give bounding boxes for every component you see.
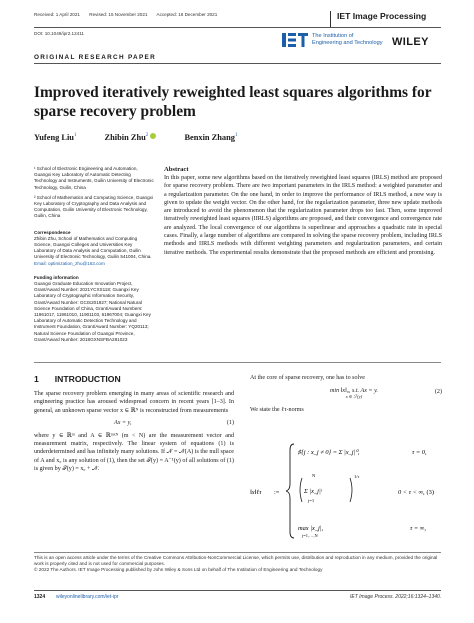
right-paren-icon bbox=[350, 478, 352, 502]
equation-2-sub: x ∈ ℱ(y) bbox=[345, 394, 363, 400]
type-rule bbox=[34, 63, 441, 64]
correspondence-body: Zhibin Zhu, School of Mathematics and Computing Science, Guangxi Colleges and Universities Key Laboratory of Data Analysis and Computation, Guilin University of Electronic Technology, Guilin 541004, China. bbox=[34, 235, 152, 260]
funding-body: Guangxi Graduate Education Innovation Project, Grant/Award Number: 2021YCXS118; Guangxi Key Laboratory of Cryptographic Information Security, Grant/Award Number: GCIS201927; National Natural Science Foundation of China, Grant/Award Numbers: 11961017, 11961010, 11901103, 61967004; Guangxi Key Laboratory of Automatic Detection Technology and Instrument Foundation, Grant/Award Number: YQ20113; Natural Science Foundation of Guangxi Province, Grant/Award Number: 2018GXNSFBA281023 bbox=[34, 281, 151, 342]
abstract-text: In this paper, some new algorithms based on the iteratively reweighted least squares (IRLS) method are proposed for sparse recovery problem. There are two important parameters in the IRLS method: a weighted parameter and a regularization parameter. On the one hand, in order to improve the performance of IRLS method, a new way is given to update the weight vector. On the other hand, for the regularization parameter, three new update methods are introduced to avoid the phenomenon that the regularization parameter drops too fast. Then, some improved iteratively reweighted least squares (IIRLS) algorithms are proposed, and their convergence and convergence rate are analyzed. The local convergence of our algorithms is superlinear and approaches a quadratic rate in special cases. Finally, a large number of algorithms are compared in solving the sparse recovery problem, including IRLS methods and IIRLS methods with different weighting parameters and regularization parameters, and certain iterative methods. The experimental results demonstrate that the proposed methods are efficient and promising. bbox=[164, 175, 442, 256]
section-title: INTRODUCTION bbox=[54, 374, 121, 384]
abstract bbox=[164, 166, 442, 257]
author-1[interactable]: Yufeng Liu$^1$ bbox=[34, 133, 77, 142]
front-matter-sidebar bbox=[34, 166, 154, 343]
author-2[interactable]: Zhibin Zhu$^2$ bbox=[105, 133, 157, 142]
case2-inner: Σ |x_j|ᵗ bbox=[304, 488, 322, 495]
section-heading-introduction bbox=[34, 374, 121, 384]
received-date: Received: 1 April 2021 bbox=[34, 12, 80, 17]
equation-2-number[interactable]: (2) bbox=[434, 389, 442, 396]
equation-2-body: min ‖x‖₀, s.t. Ax = y. bbox=[330, 388, 378, 395]
case3: max |x_j|, bbox=[298, 525, 324, 532]
header-divider bbox=[330, 11, 331, 27]
correspondence-heading: Correspondence bbox=[34, 229, 71, 235]
intro-paragraph-1: The sparse recovery problem emerging in many areas of scientific research and engineering practice has aroused widespread concern in recent years [1–3]. In general, an unknown sparse vector x ∈ ℝᴺ is reconstructed from measurements bbox=[34, 391, 234, 414]
iet-name bbox=[312, 33, 383, 46]
case2-sum-bot: j=1 bbox=[308, 498, 315, 503]
intro-right-paragraph-2: We state the ℓτ-norms bbox=[250, 407, 304, 414]
page-number: 1324 bbox=[34, 594, 46, 600]
paper-title: Improved iteratively reweighted least squares algorithms for sparse recovery problem bbox=[34, 84, 432, 120]
journal-name[interactable]: IET Image Processing bbox=[337, 11, 427, 21]
case1: ♯{j : x_j ≠ 0} = Σ |x_j|⁰, bbox=[298, 449, 360, 456]
footer-rule bbox=[34, 552, 441, 553]
case2-power: 1/τ bbox=[354, 474, 360, 479]
section-number: 1 bbox=[34, 374, 39, 384]
copyright-text: © 2022 The Authors. IET Image Processing published by John Wiley & Sons Ltd on behalf of The Institution of Engineering and Technology bbox=[34, 567, 323, 573]
affiliation-2: ² School of Mathematics and Computing Science, Guangxi Key Laboratory of Cryptography and Data Analysis and Computation, Guilin University of Electronic Technology, Guilin, China bbox=[34, 194, 153, 219]
section-rule bbox=[34, 362, 441, 363]
article-dates bbox=[34, 12, 225, 17]
equation-2 bbox=[330, 388, 442, 400]
case1-cond: τ = 0, bbox=[412, 449, 427, 456]
brace-icon bbox=[286, 444, 294, 538]
case2-sum-top: N bbox=[312, 473, 316, 478]
equation-1-body: Ax = y, bbox=[114, 420, 132, 427]
abstract-heading: Abstract bbox=[164, 166, 189, 173]
intro-paragraph-2: where y ∈ ℝᵐ and A ∈ ℝᵐˣᴺ (m < N) are the measurement vector and measurement matrix, respectively. The linear system of equations (1) is underdetermined and has infinitely many solutions. If 𝒩 = 𝒩(A) is the null space of A and x₀ is any solution of (1), then the set ℱ(y) = A⁻¹(y) of all solutions of (1) is given by ℱ(y) = x₀ + 𝒩. bbox=[34, 432, 234, 473]
affiliations bbox=[34, 166, 154, 220]
author-list bbox=[34, 133, 263, 142]
equation-3-number[interactable]: (3) bbox=[426, 489, 434, 496]
correspondence-email[interactable]: Email: optimization_zhu@163.com bbox=[34, 260, 105, 266]
funding-heading: Funding information bbox=[34, 274, 79, 280]
left-paren-icon bbox=[300, 478, 302, 502]
author-3[interactable]: Benxin Zhang$^1$ bbox=[184, 133, 238, 142]
orcid-icon[interactable] bbox=[150, 133, 156, 139]
iet-line2: Engineering and Technology bbox=[312, 39, 383, 46]
equation-3-norms bbox=[250, 432, 442, 542]
case3-cond: τ = ∞, bbox=[410, 525, 426, 532]
iet-line1: The Institution of bbox=[312, 33, 354, 39]
equation-1 bbox=[34, 419, 234, 427]
page-rule bbox=[34, 590, 441, 591]
intro-left-column bbox=[34, 390, 234, 476]
norm-lhs: ‖x‖ℓτ bbox=[250, 489, 262, 496]
header-rule bbox=[34, 27, 441, 28]
accepted-date: Accepted: 16 December 2021 bbox=[156, 12, 218, 17]
equation-1-number[interactable]: (1) bbox=[226, 420, 234, 427]
article-type: ORIGINAL RESEARCH PAPER bbox=[34, 54, 156, 61]
citation: IET Image Process. 2022;16:1324–1340. bbox=[350, 594, 442, 600]
norm-def: := bbox=[274, 489, 280, 496]
iet-logo-icon[interactable] bbox=[282, 31, 308, 49]
journal-url-link[interactable]: wileyonlinelibrary.com/iet-ipr bbox=[56, 594, 119, 600]
case2-cond: 0 < τ < ∞, bbox=[398, 489, 425, 496]
intro-right-column bbox=[250, 374, 442, 415]
wiley-logo[interactable]: WILEY bbox=[392, 36, 429, 48]
revised-date: Revised: 15 November 2021 bbox=[89, 12, 148, 17]
affiliation-1: ¹ School of Electronic Engineering and Automation, Guangxi Key Laboratory of Automatic Detecting Technology and Instruments, Guilin University of Electronic Technology, Guilin, China bbox=[34, 166, 154, 190]
license-footer bbox=[34, 555, 441, 574]
intro-right-paragraph-1: At the core of sparse recovery, one has to solve bbox=[250, 375, 366, 381]
license-text: This is an open access article under the terms of the Creative Commons Attribution-NonCommercial License, which permits use, distribution and reproduction in any medium, provided the original work is properly cited and is not used for commercial purposes. bbox=[34, 555, 438, 567]
case3-sub: j=1,…,N bbox=[302, 533, 318, 538]
doi-link[interactable]: DOI: 10.1049/ipr2.12411 bbox=[34, 31, 84, 36]
